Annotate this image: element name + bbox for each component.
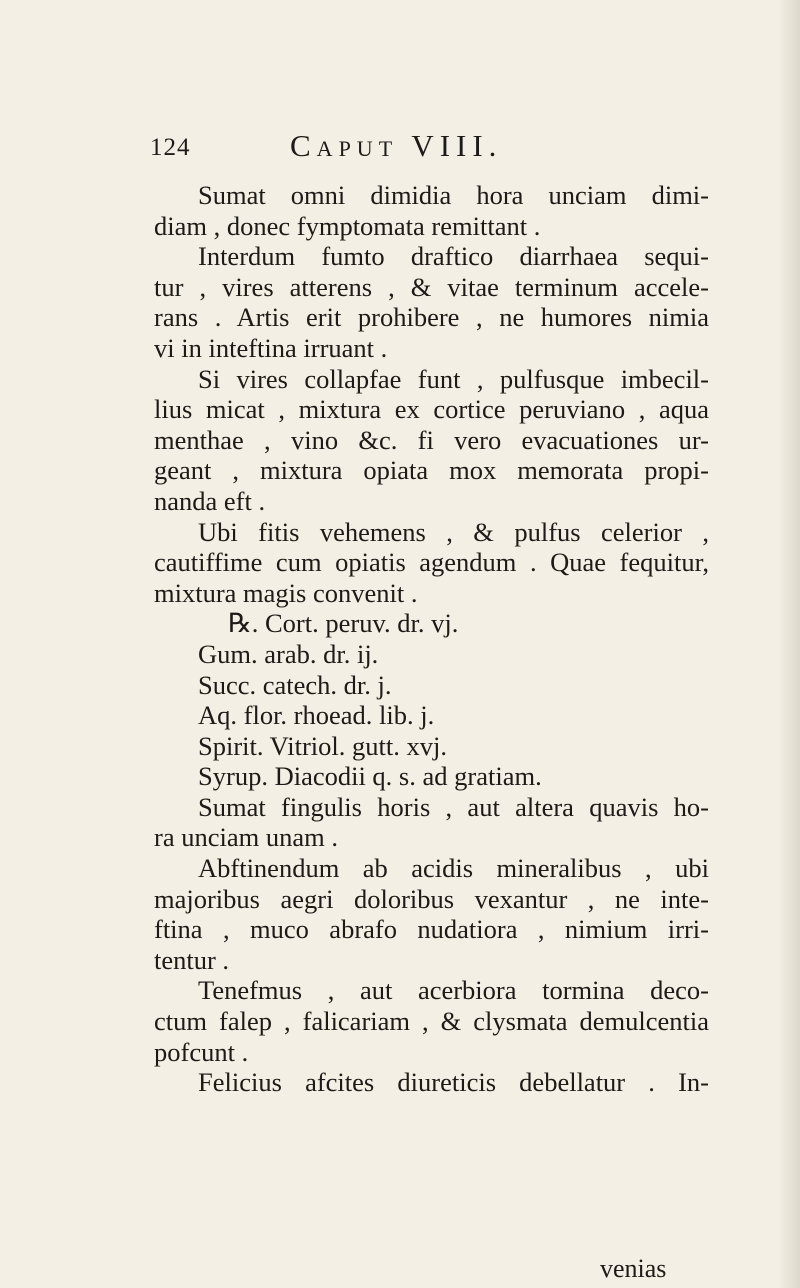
text-line: mixtura magis convenit . <box>154 577 418 608</box>
text-line: cautiffime cum opiatis agendum . Quae fequitur, <box>154 547 709 578</box>
text-line: Syrup. Diacodii q. s. ad gratiam. <box>198 761 542 792</box>
text-line: pofcunt . <box>154 1036 249 1067</box>
text-line: Sumat omni dimidia hora unciam dimi- <box>198 180 709 210</box>
text-line: ra unciam unam . <box>154 822 338 853</box>
text-line: Abftinendum ab acidis mineralibus , ubi <box>198 853 709 884</box>
text-line: Aq. flor. rhoead. lib. j. <box>198 700 435 731</box>
text-line: Interdum fumto draftico diarrhaea sequi- <box>198 241 709 272</box>
text-line: tentur . <box>154 944 230 975</box>
text-line: Ubi fitis vehemens , & pulfus celerior , <box>198 516 709 547</box>
catchword: venias <box>600 1254 667 1283</box>
text-line: Felicius afcites diureticis debellatur . In- <box>198 1067 709 1098</box>
running-title: Caput VIII. <box>290 128 503 163</box>
text-line: Tenefmus , aut acerbiora tormina deco- <box>198 975 709 1006</box>
text-line: Sumat fingulis horis , aut altera quavis ho- <box>198 791 709 822</box>
text-line: lius micat , mixtura ex cortice peruviano , aqua <box>154 394 709 425</box>
text-line: nanda eft . <box>154 485 266 516</box>
text-line: menthae , vino &c. fi vero evacuationes ur- <box>154 424 709 455</box>
text-line: Si vires collapfae funt , pulfusque imbecil- <box>198 363 709 394</box>
page-edge-shadow <box>778 0 800 1288</box>
body-text <box>154 180 709 1098</box>
text-line: geant , mixtura opiata mox memorata propi- <box>154 455 709 486</box>
page-header <box>150 128 670 168</box>
text-line: ctum falep , falicariam , & clysmata demulcentia <box>154 1006 709 1037</box>
text-line: Succ. catech. dr. j. <box>198 669 392 700</box>
text-line: ftina , muco abrafo nudatiora , nimium irri- <box>154 914 709 945</box>
text-line: Gum. arab. dr. ij. <box>198 638 379 669</box>
page-number: 124 <box>150 134 191 161</box>
text-line: diam , donec fymptomata remittant . <box>154 210 541 241</box>
text-line: rans . Artis erit prohibere , ne humores nimia <box>154 302 709 333</box>
text-line: tur , vires atterens , & vitae terminum accele- <box>154 271 709 302</box>
text-line: ℞. Cort. peruv. dr. vj. <box>228 608 459 639</box>
text-line: vi in inteftina irruant . <box>154 332 388 363</box>
text-line: majoribus aegri doloribus vexantur , ne inte- <box>154 883 709 914</box>
text-line: Spirit. Vitriol. gutt. xvj. <box>198 730 447 761</box>
